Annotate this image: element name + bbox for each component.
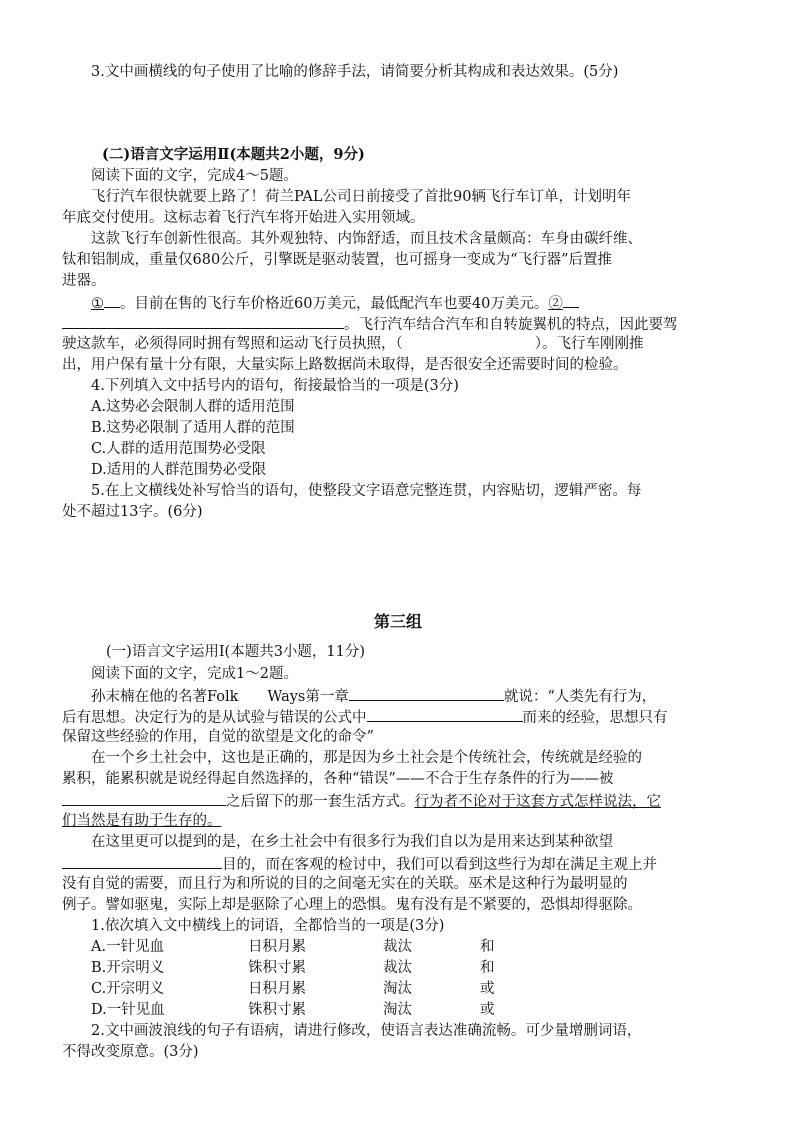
question-2: 2.文中画波浪线的句子有语病，请进行修改，使语言表达准确流畅。可少量增删词语，	[91, 1023, 642, 1039]
passage-2-line	[62, 334, 734, 354]
passage-3-text: 后有思想。决定行为的是从试验与错误的公式中	[62, 710, 367, 726]
passage-3-line: 在这里更可以提到的是，在乡土社会中有很多行为我们自以为是用来达到某种欲望	[91, 834, 613, 850]
blank-marker-1: ①	[91, 296, 104, 312]
option-cell: 铢积寸累	[248, 1002, 306, 1018]
passage-2-text: 。飞行汽车结合汽车和自转旋翼机的特点，因此要驾	[344, 317, 678, 333]
section-2-heading: (二)语言文字运用Ⅱ(本题共2小题，9分)	[102, 146, 365, 163]
paren-open: （	[395, 336, 403, 352]
passage-2-text: 。目前在售的飞行车价格近60万美元，最低配汽车也要40万美元。	[120, 296, 549, 312]
option-cell: 或	[480, 981, 495, 997]
question-2: 不得改变原意。(3分)	[62, 1044, 199, 1060]
passage-3-line	[62, 685, 734, 705]
section-2-intro: 阅读下面的文字，完成4～5题。	[91, 168, 298, 184]
passage-2-line	[62, 292, 734, 312]
option-cell: 铢积寸累	[248, 960, 306, 976]
option-cell: 裁汰	[383, 960, 412, 976]
question-4: 4.下列填入文中括号内的语句，衔接最恰当的一项是(3分)	[91, 378, 459, 394]
option-cell: 淘汰	[383, 981, 412, 997]
question-4-option-b: B.这势必限制了适用人群的范围	[91, 420, 295, 436]
passage-3-text: 之后留下的那一套生活方式。	[226, 794, 415, 810]
passage-3-line: 保留这些经验的作用，自觉的欲望是文化的命令”	[62, 729, 374, 745]
passage-3-line: 在一个乡土社会中，这也是正确的，那是因为乡土社会是个传统社会，传统就是经验的	[91, 750, 642, 766]
passage-3-text: 就说：“人类先有行为，	[503, 689, 657, 705]
option-cell: D.一针见血	[91, 1002, 165, 1018]
question-4-option-c: C.人群的适用范围势必受限	[91, 441, 266, 457]
wavy-underlined-sentence: 行为者不论对于这套方式怎样说法，它	[414, 794, 661, 810]
question-1-option-b	[62, 958, 734, 978]
passage-2-line: 年底交付使用。这标志着飞行汽车将开始进入实用领域。	[62, 210, 425, 226]
passage-3-line	[62, 811, 734, 831]
question-1-option-c	[62, 979, 734, 999]
option-cell: 日积月累	[248, 939, 306, 955]
option-cell: 裁汰	[383, 939, 412, 955]
option-cell: 淘汰	[383, 1002, 412, 1018]
question-3-previous: 3.文中画横线的句子使用了比喻的修辞手法，请简要分析其构成和表达效果。(5分)	[91, 64, 619, 80]
question-4-option-d: D.适用的人群范围势必受限	[91, 462, 267, 478]
passage-2-text: 。飞行车刚刚推	[542, 336, 644, 352]
passage-2-line: 进器。	[62, 273, 106, 289]
passage-3-line	[62, 853, 734, 873]
option-cell: 和	[480, 939, 495, 955]
passage-2-text: 驶这款车，必须得同时拥有驾照和运动飞行员执照，	[62, 336, 396, 352]
option-cell: B.开宗明义	[91, 960, 165, 976]
passage-2-line: 钛和铝制成，重量仅680公斤，引擎既是驱动装置，也可摇身一变成为“飞行器”后置推	[62, 252, 612, 268]
question-1-option-a	[62, 937, 734, 957]
passage-2-line	[62, 313, 734, 333]
answer-blank-d[interactable]	[62, 853, 222, 869]
passage-2-line: 这款飞行车创新性很高。其外观独特、内饰舒适，而且技术含量颇高：车身由碳纤维、	[91, 231, 642, 247]
paren-close: ）	[534, 336, 542, 352]
answer-blank-2[interactable]	[563, 292, 579, 308]
wavy-underlined-sentence-end: 们当然是有助于生存的。	[62, 813, 222, 829]
question-1: 1.依次填入文中横线上的词语，全都恰当的一项是(3分)	[91, 918, 445, 934]
passage-3-text: 而来的经验，思想只有	[522, 710, 668, 726]
option-cell: A.一针见血	[91, 939, 165, 955]
passage-3-line: 累积，能累积就是说经得起自然选择的，各种“错误”——不合于生存条件的行为——被	[62, 771, 614, 787]
blank-marker-2: ②	[548, 296, 563, 312]
question-1-option-d	[62, 1000, 734, 1020]
answer-blank-a[interactable]	[349, 685, 504, 701]
passage-2-line: 出，用户保有量十分有限，大量实际上路数据尚未取得，是否很安全还需要时间的检验。	[62, 357, 628, 373]
question-5: 5.在上文横线处补写恰当的语句，使整段文字语意完整连贯，内容贴切，逻辑严密。每	[91, 483, 642, 499]
question-5: 处不超过13字。(6分)	[62, 504, 203, 520]
passage-3-line	[62, 706, 734, 726]
group-3-title: 第三组	[373, 612, 422, 631]
passage-3-text: 目的，而在客观的检讨中，我们可以看到这些行为却在满足主观上并	[222, 857, 657, 873]
question-4-option-a: A.这势必会限制人群的适用范围	[91, 399, 295, 415]
option-cell: C.开宗明义	[91, 981, 165, 997]
passage-3-text: 孙末楠在他的名著Folk Ways第一章	[91, 689, 349, 705]
answer-blank-1[interactable]	[104, 292, 120, 308]
passage-2-line: 飞行汽车很快就要上路了！荷兰PAL公司日前接受了首批90辆飞行车订单，计划明年	[91, 189, 631, 205]
passage-3-line: 没有自觉的需要，而且行为和所说的目的之间毫无实在的关联。巫术是这种行为最明显的	[62, 876, 628, 892]
answer-blank-2-continued[interactable]	[62, 313, 344, 329]
option-cell: 和	[480, 960, 495, 976]
answer-blank-b[interactable]	[367, 706, 523, 722]
passage-3-line	[62, 790, 734, 810]
option-cell: 日积月累	[248, 981, 306, 997]
option-cell: 或	[480, 1002, 495, 1018]
group-3-intro: 阅读下面的文字，完成1～2题。	[91, 666, 298, 682]
group-3-heading: (一)语言文字运用Ⅰ(本题共3小题，11分)	[106, 644, 366, 660]
answer-blank-c[interactable]	[62, 790, 226, 806]
passage-3-line: 例子。譬如驱鬼，实际上却是驱除了心理上的恐惧。鬼有没有是不紧要的，恐惧却得驱除。	[62, 897, 642, 913]
